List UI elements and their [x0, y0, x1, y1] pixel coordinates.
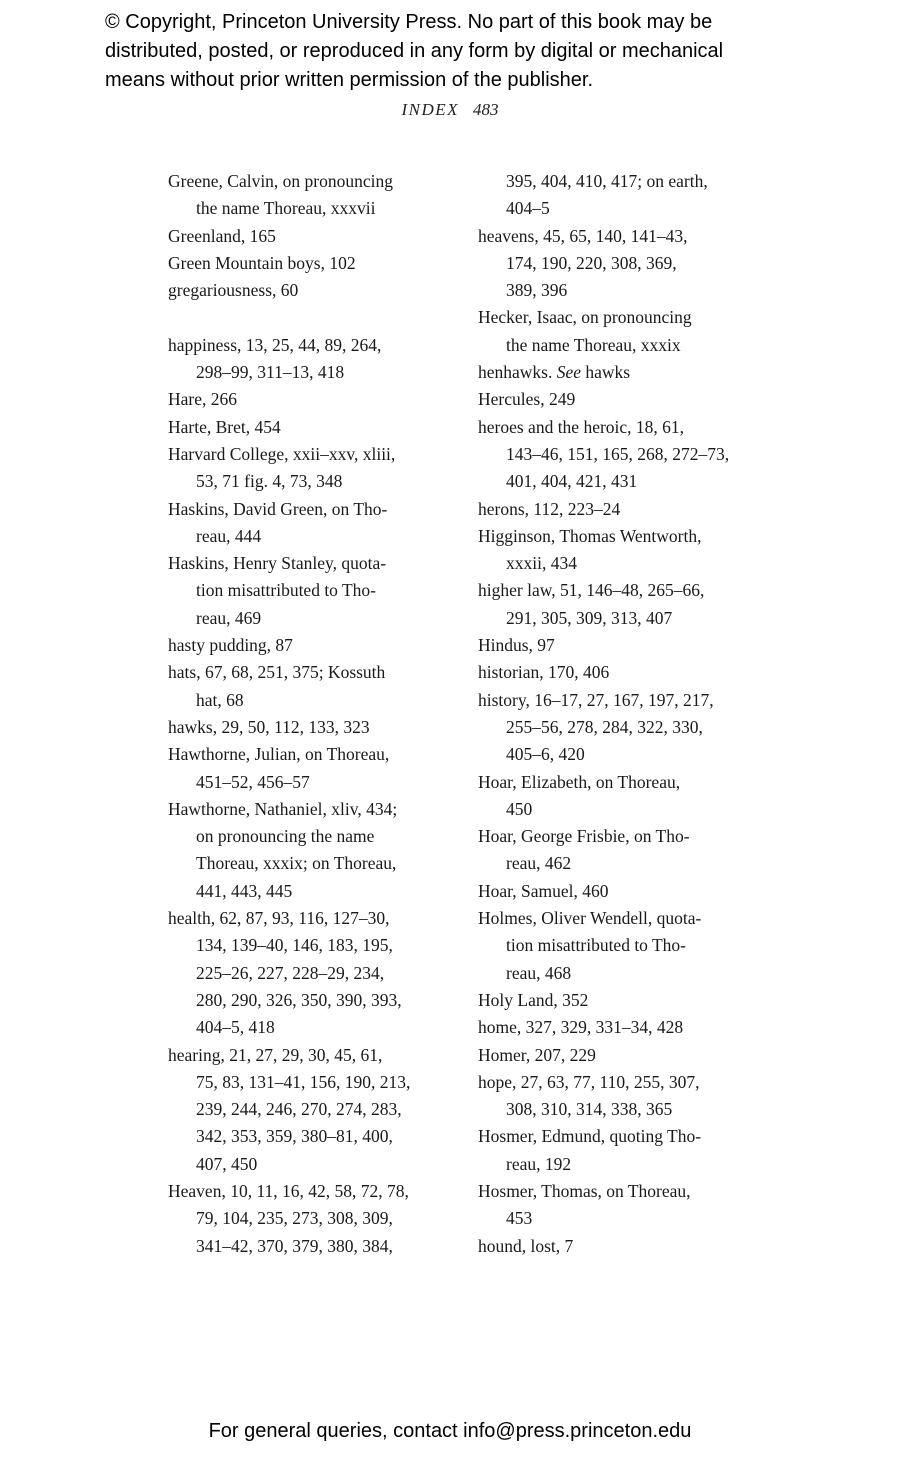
index-line: hats, 67, 68, 251, 375; Kossuth: [168, 662, 386, 683]
index-line: Hindus, 97: [478, 635, 555, 656]
index-line: Holy Land, 352: [478, 989, 589, 1010]
index-line: 143–46, 151, 165, 268, 272–73,: [506, 443, 730, 464]
index-line: Heaven, 10, 11, 16, 42, 58, 72, 78,: [168, 1180, 409, 1201]
index-line: 342, 353, 359, 380–81, 400,: [196, 1126, 393, 1147]
index-line: 453: [506, 1208, 533, 1229]
running-head-title: INDEX: [401, 100, 460, 119]
index-line: hound, lost, 7: [478, 1235, 574, 1256]
index-line: Holmes, Oliver Wendell, quota-: [478, 908, 702, 929]
index-line: hearing, 21, 27, 29, 30, 45, 61,: [168, 1044, 383, 1065]
index-line: history, 16–17, 27, 167, 197, 217,: [478, 689, 714, 710]
index-columns: [168, 168, 808, 1260]
index-line: 405–6, 420: [506, 744, 585, 765]
page-header: [0, 100, 900, 120]
index-line: health, 62, 87, 93, 116, 127–30,: [168, 908, 390, 929]
index-line: Hoar, George Frisbie, on Tho-: [478, 826, 690, 847]
index-line: 239, 244, 246, 270, 274, 283,: [196, 1099, 402, 1120]
index-line: Hosmer, Thomas, on Thoreau,: [478, 1180, 691, 1201]
copyright-line: distributed, posted, or reproduced in any form by digital or mechanical: [105, 40, 724, 62]
index-line: 404–5: [506, 198, 550, 219]
index-line: reau, 468: [506, 962, 572, 983]
index-line: reau, 469: [196, 607, 262, 628]
index-line: 389, 396: [506, 280, 568, 301]
index-line: 451–52, 456–57: [196, 771, 310, 792]
index-line: gregariousness, 60: [168, 280, 299, 301]
index-line: Harte, Bret, 454: [168, 416, 281, 437]
index-line: 53, 71 fig. 4, 73, 348: [196, 471, 343, 492]
see-reference: See: [556, 362, 582, 383]
index-line: 255–56, 278, 284, 322, 330,: [506, 716, 703, 737]
index-line: Harvard College, xxii–xxv, xliii,: [168, 443, 396, 464]
index-line: Greene, Calvin, on pronouncing: [168, 171, 394, 191]
index-line: 450: [506, 798, 533, 819]
index-line: Hoar, Samuel, 460: [478, 880, 609, 901]
index-line: on pronouncing the name: [196, 826, 375, 847]
index-line: heroes and the heroic, 18, 61,: [478, 416, 685, 437]
footer-contact: For general queries, contact info@press.princeton.edu: [208, 1420, 692, 1442]
index-line: 134, 139–40, 146, 183, 195,: [196, 935, 393, 956]
index-line: Greenland, 165: [168, 225, 276, 246]
index-line: hat, 68: [196, 689, 244, 710]
index-line: 404–5, 418: [196, 1017, 275, 1038]
index-line: 395, 404, 410, 417; on earth,: [506, 171, 708, 191]
index-line: Hawthorne, Nathaniel, xliv, 434;: [168, 798, 398, 819]
index-line: 174, 190, 220, 308, 369,: [506, 252, 677, 273]
index-line: 341–42, 370, 379, 380, 384,: [196, 1235, 393, 1256]
index-line: Haskins, Henry Stanley, quota-: [168, 553, 387, 574]
index-line: hawks, 29, 50, 112, 133, 323: [168, 716, 370, 737]
index-line: the name Thoreau, xxxix: [506, 334, 681, 355]
index-line: happiness, 13, 25, 44, 89, 264,: [168, 334, 382, 355]
index-line: Green Mountain boys, 102: [168, 252, 356, 273]
index-line: 298–99, 311–13, 418: [196, 362, 345, 383]
copyright-line: means without prior written permission of the publisher.: [105, 69, 594, 91]
index-line: Homer, 207, 229: [478, 1044, 596, 1065]
copyright-line: © Copyright, Princeton University Press. No part of this book may be: [105, 11, 713, 33]
index-line: 225–26, 227, 228–29, 234,: [196, 962, 385, 983]
index-line: hasty pudding, 87: [168, 635, 293, 656]
index-line: henhawks. See hawks: [478, 362, 631, 383]
index-line: reau, 462: [506, 853, 572, 874]
index-line: 401, 404, 421, 431: [506, 471, 638, 492]
index-line: [168, 304, 478, 331]
index-line: herons, 112, 223–24: [478, 498, 621, 519]
index-line: heavens, 45, 65, 140, 141–43,: [478, 225, 688, 246]
page-number: 483: [473, 100, 499, 119]
index-line: Hawthorne, Julian, on Thoreau,: [168, 744, 390, 765]
index-line: Higginson, Thomas Wentworth,: [478, 525, 702, 546]
index-line: the name Thoreau, xxxvii: [196, 198, 376, 219]
index-line: reau, 192: [506, 1153, 572, 1174]
index-line: 79, 104, 235, 273, 308, 309,: [196, 1208, 393, 1229]
index-line: tion misattributed to Tho-: [506, 935, 687, 956]
index-line: Hoar, Elizabeth, on Thoreau,: [478, 771, 681, 792]
index-line: xxxii, 434: [506, 553, 577, 574]
index-line: home, 327, 329, 331–34, 428: [478, 1017, 684, 1038]
index-line: Hecker, Isaac, on pronouncing: [478, 307, 692, 328]
index-line: Hercules, 249: [478, 389, 576, 410]
index-line: 308, 310, 314, 338, 365: [506, 1099, 673, 1120]
index-line: 407, 450: [196, 1153, 258, 1174]
index-line: 75, 83, 131–41, 156, 190, 213,: [196, 1071, 411, 1092]
index-line: 441, 443, 445: [196, 880, 293, 901]
index-line: Haskins, David Green, on Tho-: [168, 498, 388, 519]
index-line: historian, 170, 406: [478, 662, 610, 683]
index-line: higher law, 51, 146–48, 265–66,: [478, 580, 705, 601]
index-line: Thoreau, xxxix; on Thoreau,: [196, 853, 397, 874]
index-line: 280, 290, 326, 350, 390, 393,: [196, 989, 402, 1010]
index-column-left: [168, 168, 478, 1260]
index-line: reau, 444: [196, 525, 262, 546]
index-line: Hare, 266: [168, 389, 238, 410]
index-line: tion misattributed to Tho-: [196, 580, 377, 601]
index-line: 291, 305, 309, 313, 407: [506, 607, 673, 628]
index-line: hope, 27, 63, 77, 110, 255, 307,: [478, 1071, 700, 1092]
copyright-notice: [105, 8, 875, 95]
index-line: Hosmer, Edmund, quoting Tho-: [478, 1126, 702, 1147]
index-column-right: [478, 168, 788, 1260]
